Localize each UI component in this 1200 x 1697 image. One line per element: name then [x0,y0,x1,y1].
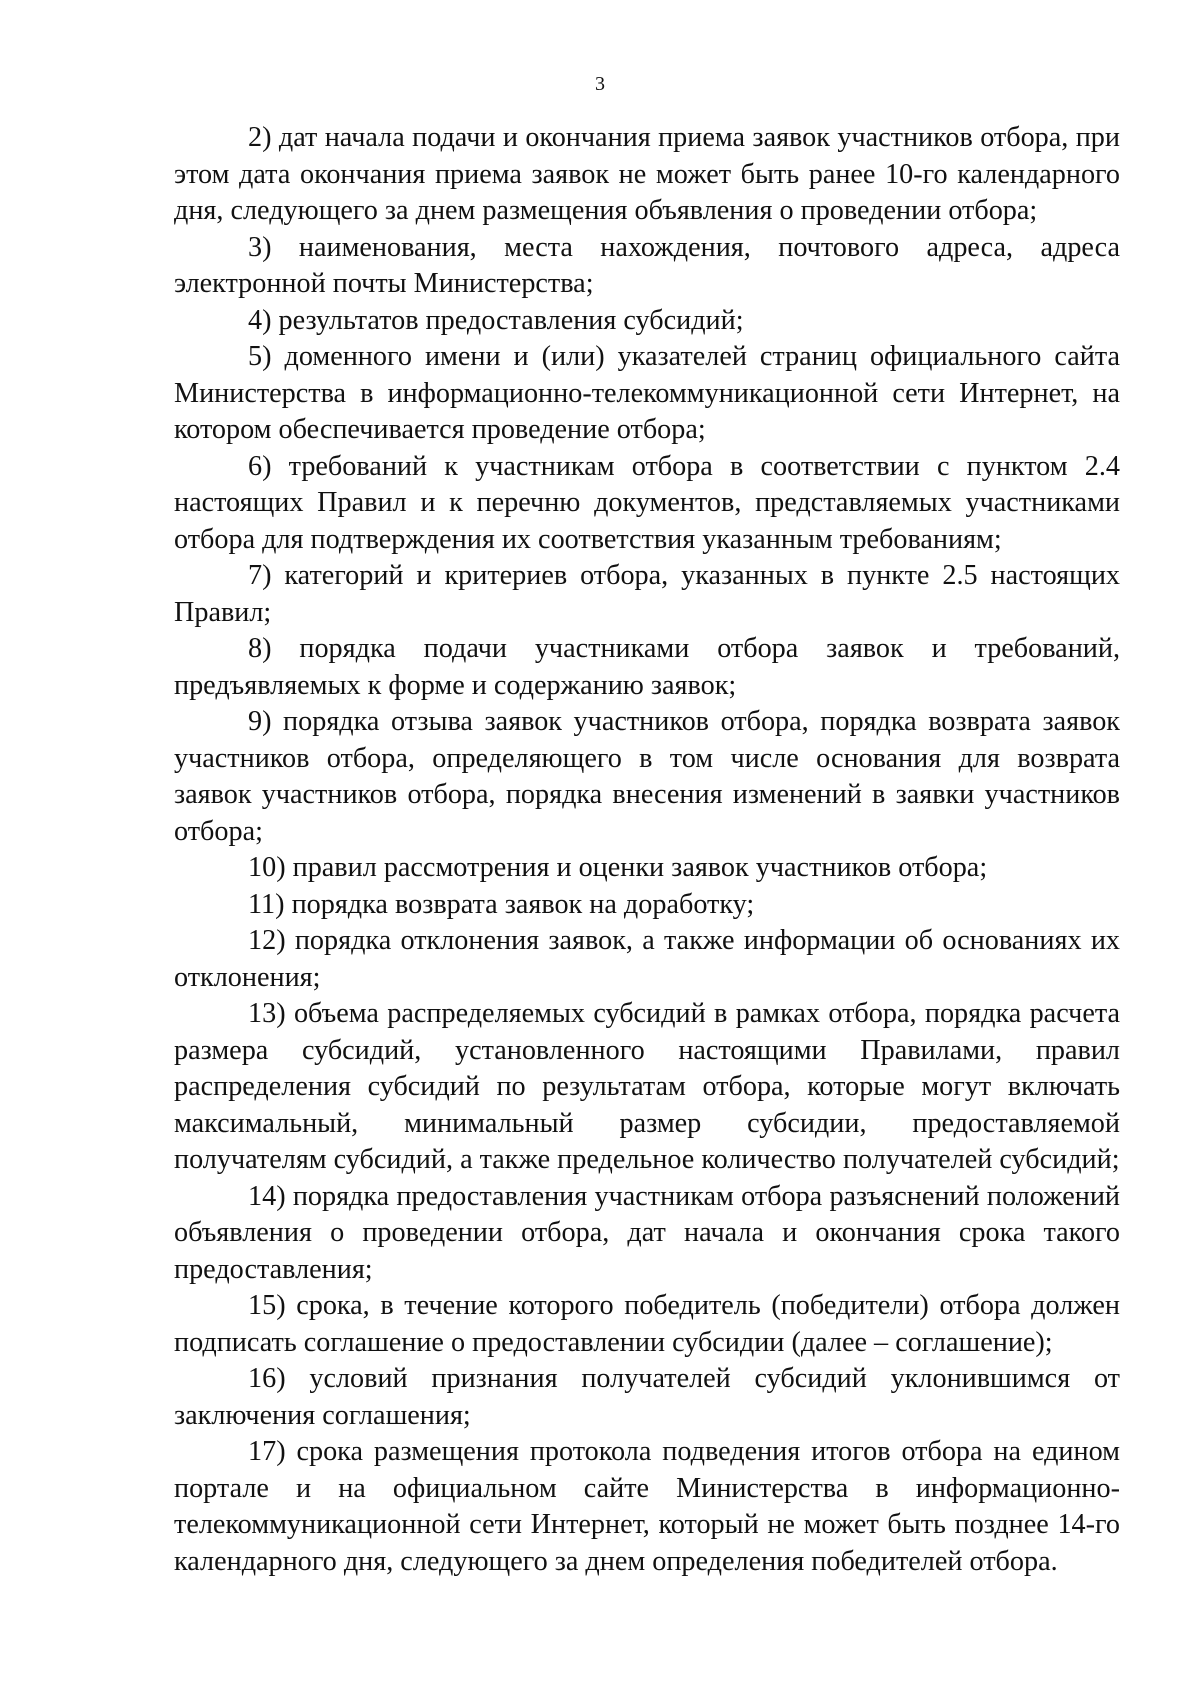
list-item-17: 17) срока размещения протокола подведения итогов отбора на едином портале и на официальном сайте Министерства в информационно-телекоммуникационной сети Интернет, который не может быть позднее 14-го календарного дня, следующего за днем определения победителей отбора. [174,1436,1120,1577]
list-item-6: 6) требований к участникам отбора в соответствии с пунктом 2.4 настоящих Правил и к перечню документов, представляемых участниками отбора для подтверждения их соответствия указанным требованиям; [174,450,1120,555]
list-item-9: 9) порядка отзыва заявок участников отбора, порядка возврата заявок участников отбора, определяющего в том числе основания для возврата заявок участников отбора, порядка внесения изменений в заявки участников отбора; [174,706,1120,847]
list-item-11: 11) порядка возврата заявок на доработку; [248,888,755,920]
list-item-3: 3) наименования, места нахождения, почтового адреса, адреса электронной почты Министерства; [174,231,1120,299]
list-item-16: 16) условий признания получателей субсидий уклонившимся от заключения соглашения; [174,1363,1120,1431]
list-item-13: 13) объема распределяемых субсидий в рамках отбора, порядка расчета размера субсидий, установленного настоящими Правилами, правил распределения субсидий по результатам отбора, которые могут включать максимальный, минимальный размер субсидии, предоставляемой получателям субсидий, а также предельное количество получателей субсидий; [174,998,1120,1175]
page-number: 3 [595,73,605,95]
list-item-10: 10) правил рассмотрения и оценки заявок участников отбора; [248,852,988,883]
list-item-12: 12) порядка отклонения заявок, а также информации об основаниях их отклонения; [174,925,1120,993]
list-item-2: 2) дат начала подачи и окончания приема заявок участников отбора, при этом дата окончания приема заявок не может быть ранее 10-го календарного дня, следующего за днем размещения объявления о проведении отбора; [174,122,1120,226]
list-item-14: 14) порядка предоставления участникам отбора разъяснений положений объявления о проведении отбора, дат начала и окончания срока такого предоставления; [174,1180,1120,1285]
list-item-4: 4) результатов предоставления субсидий; [248,304,744,336]
list-item-15: 15) срока, в течение которого победитель (победители) отбора должен подписать соглашение о предоставлении субсидии (далее – соглашение); [174,1290,1120,1358]
list-item-8: 8) порядка подачи участниками отбора заявок и требований, предъявляемых к форме и содержанию заявок; [174,633,1120,701]
document-body [174,120,1120,1580]
list-item-5: 5) доменного имени и (или) указателей страниц официального сайта Министерства в информационно-телекоммуникационной сети Интернет, на котором обеспечивается проведение отбора; [174,341,1120,445]
list-item-7: 7) категорий и критериев отбора, указанных в пункте 2.5 настоящих Правил; [174,560,1120,628]
